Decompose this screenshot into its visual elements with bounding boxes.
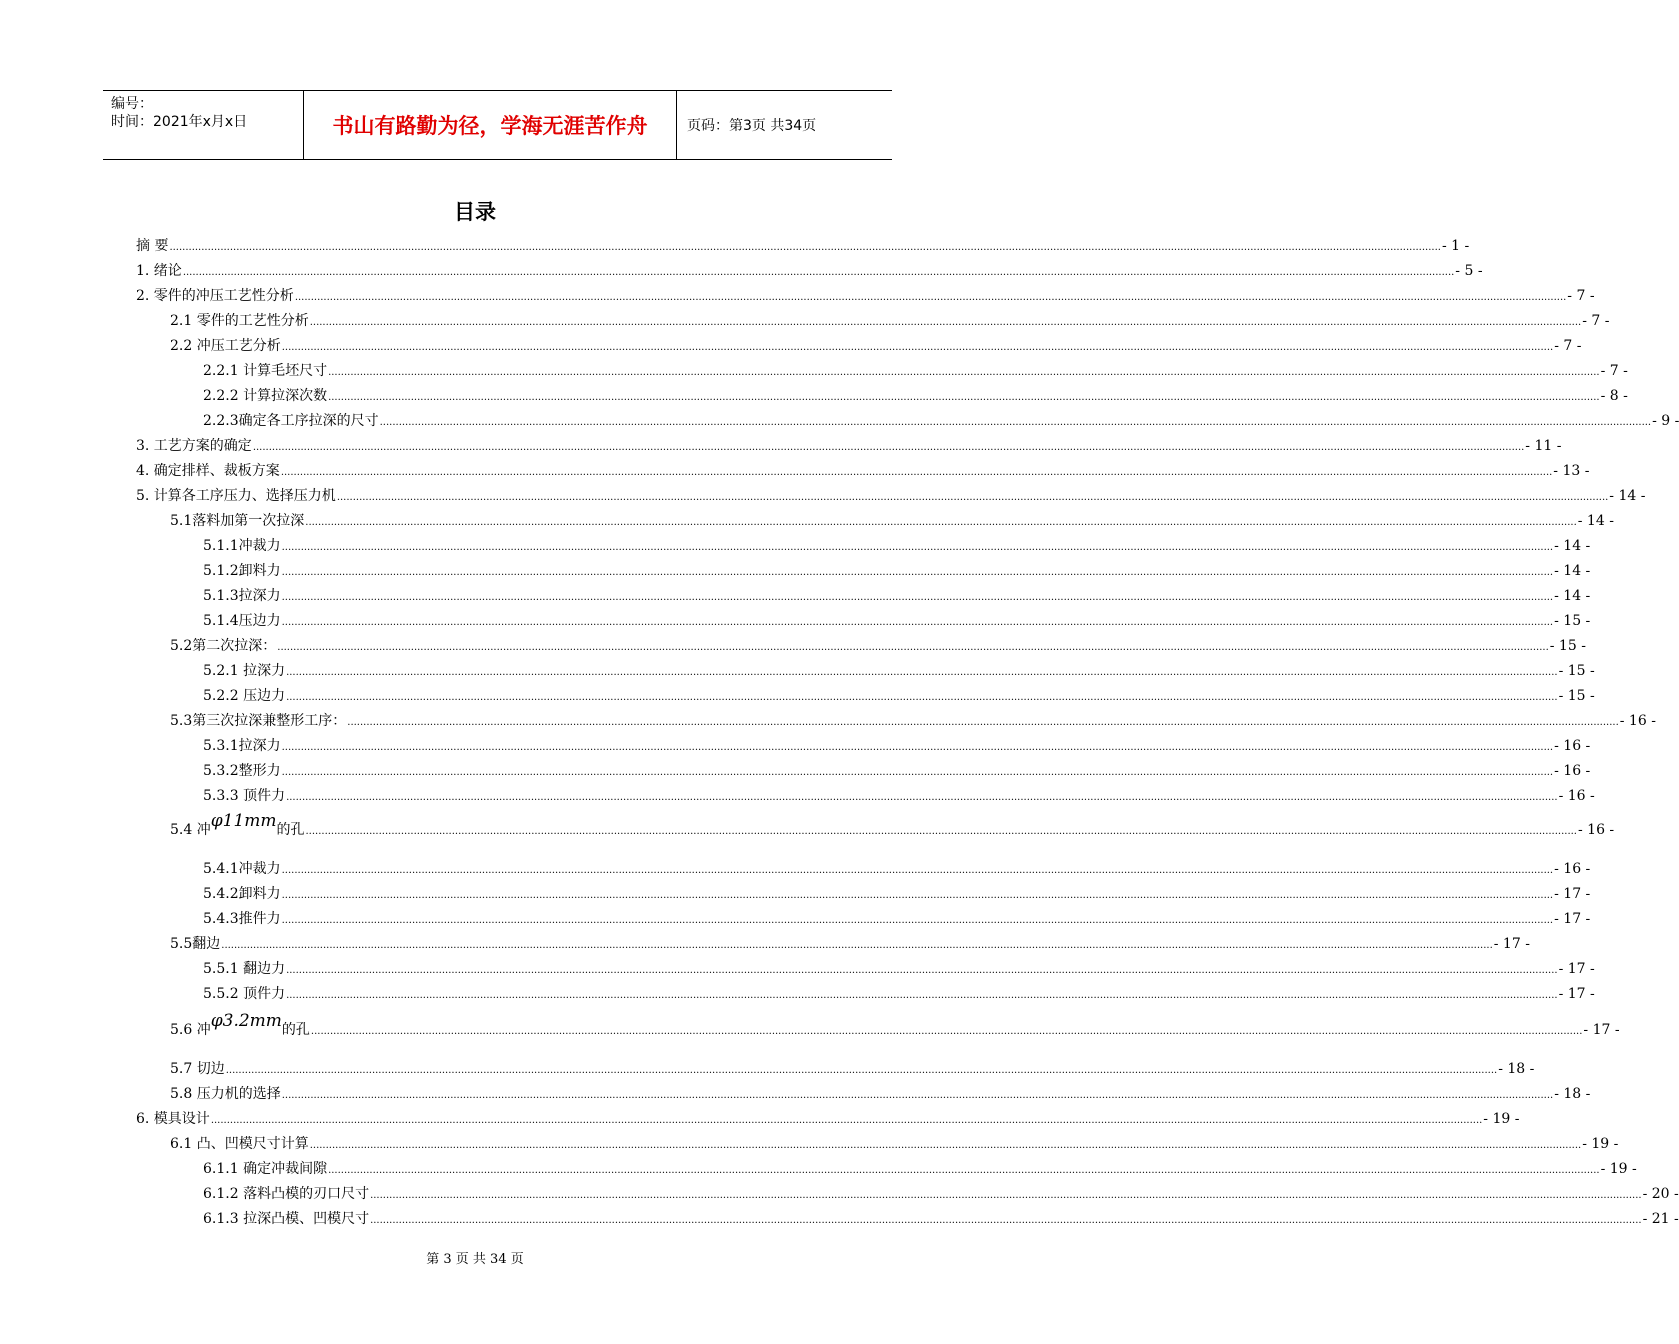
- toc-entry-label: 5.8 压力机的选择: [170, 1086, 281, 1102]
- toc-entry-label: 5.2.2 压边力: [203, 688, 286, 704]
- toc-entry-label: 6.1.2 落料凸模的刃口尺寸: [203, 1186, 370, 1202]
- toc-entry-label: 5.1.3拉深力: [203, 588, 281, 604]
- toc-entry[interactable]: [203, 687, 1595, 705]
- toc-entry[interactable]: [203, 985, 1595, 1003]
- toc-entry-page: - 15 -: [1558, 663, 1595, 679]
- toc-entry-page: - 17 -: [1554, 886, 1591, 902]
- toc-entry[interactable]: [170, 935, 1530, 953]
- toc-entry-label: 5.7 切边: [170, 1061, 225, 1077]
- toc-entry-page: - 19 -: [1582, 1136, 1619, 1152]
- toc-leader-dots: ................................................................................................................................................................................................................................................................................................................................................................................................................: [281, 617, 1554, 628]
- toc-leader-dots: ................................................................................................................................................................................................................................................................................................................................................................................................................: [281, 1090, 1554, 1101]
- toc-leader-dots: ................................................................................................................................................................................................................................................................................................................................................................................................................: [280, 467, 1553, 478]
- toc-entry-page: - 16 -: [1619, 713, 1656, 729]
- toc-title: 目录: [454, 200, 496, 224]
- toc-entry[interactable]: [203, 910, 1591, 928]
- toc-entry-label: 摘 要: [136, 238, 169, 254]
- toc-entry-page: - 17 -: [1558, 986, 1595, 1002]
- toc-entry-page: - 14 -: [1554, 563, 1591, 579]
- toc-entry-label: 5.3.1拉深力: [203, 738, 281, 754]
- toc-entry[interactable]: [170, 1085, 1591, 1103]
- header-meta: [103, 91, 303, 159]
- toc-leader-dots: ................................................................................................................................................................................................................................................................................................................................................................................................................: [286, 692, 1558, 703]
- toc-entry-label: 5. 计算各工序压力、选择压力机: [136, 488, 336, 504]
- toc-entry-label: 5.4.2卸料力: [203, 886, 281, 902]
- toc-entry-page: - 16 -: [1554, 738, 1591, 754]
- toc-entry-page: - 16 -: [1577, 822, 1615, 838]
- toc-entry-label: 3. 工艺方案的确定: [136, 438, 252, 454]
- toc-entry-label: 6.1 凸、凹模尺寸计算: [170, 1136, 309, 1152]
- toc-entry-label: 5.4.1冲裁力: [203, 861, 281, 877]
- toc-entry-page: - 14 -: [1577, 513, 1614, 529]
- toc-entry-page: - 17 -: [1493, 936, 1530, 952]
- toc-leader-dots: ................................................................................................................................................................................................................................................................................................................................................................................................................: [286, 667, 1558, 678]
- toc-entry[interactable]: [203, 362, 1628, 380]
- toc-entry-label: 2.2 冲压工艺分析: [170, 338, 281, 354]
- toc-leader-dots: ................................................................................................................................................................................................................................................................................................................................................................................................................: [310, 1026, 1583, 1037]
- toc-entry[interactable]: [203, 960, 1595, 978]
- toc-leader-dots: ................................................................................................................................................................................................................................................................................................................................................................................................................: [281, 767, 1554, 778]
- toc-entry-page: - 18 -: [1498, 1061, 1535, 1077]
- toc-leader-dots: ................................................................................................................................................................................................................................................................................................................................................................................................................: [328, 367, 1600, 378]
- toc-entry[interactable]: [136, 462, 1590, 480]
- toc-entry[interactable]: [170, 1135, 1619, 1153]
- toc-entry-page: - 13 -: [1553, 463, 1590, 479]
- toc-entry-label: 5.4.3推件力: [203, 911, 281, 927]
- toc-leader-dots: ................................................................................................................................................................................................................................................................................................................................................................................................................: [281, 542, 1554, 553]
- toc-leader-dots: ................................................................................................................................................................................................................................................................................................................................................................................................................: [169, 242, 1441, 253]
- page-footer: 第 3 页 共 34 页: [426, 1252, 524, 1267]
- toc-entry-page: - 5 -: [1455, 263, 1483, 279]
- toc-entry-page: - 19 -: [1483, 1111, 1520, 1127]
- toc-entry-page: - 16 -: [1558, 788, 1595, 804]
- toc-entry[interactable]: [136, 437, 1562, 455]
- page-header: [103, 90, 892, 160]
- toc-entry-label: 4. 确定排样、裁板方案: [136, 463, 280, 479]
- toc-entry-page: - 21 -: [1642, 1211, 1679, 1227]
- toc-entry-page: - 14 -: [1554, 538, 1591, 554]
- toc-entry[interactable]: [203, 1160, 1637, 1178]
- toc-entry-label: 5.1.4压边力: [203, 613, 281, 629]
- toc-entry-label: 5.3.2整形力: [203, 763, 281, 779]
- toc-entry-page: - 16 -: [1554, 763, 1591, 779]
- toc-leader-dots: ................................................................................................................................................................................................................................................................................................................................................................................................................: [281, 592, 1554, 603]
- toc-leader-dots: ................................................................................................................................................................................................................................................................................................................................................................................................................: [294, 292, 1567, 303]
- toc-entry-page: - 11 -: [1525, 438, 1562, 454]
- toc-entry-label: 5.3.3 顶件力: [203, 788, 286, 804]
- toc-entry-page: - 8 -: [1600, 388, 1628, 404]
- toc-entry-math: φ11mm: [210, 811, 277, 831]
- toc-entry-label: 2. 零件的冲压工艺性分析: [136, 288, 294, 304]
- toc-entry[interactable]: [203, 1185, 1679, 1203]
- toc-entry[interactable]: [203, 762, 1591, 780]
- toc-entry[interactable]: [203, 662, 1595, 680]
- toc-leader-dots: ................................................................................................................................................................................................................................................................................................................................................................................................................: [281, 567, 1554, 578]
- toc-entry-label: 5.5.1 翻边力: [203, 961, 286, 977]
- toc-entry-page: - 15 -: [1549, 638, 1586, 654]
- toc-leader-dots: ................................................................................................................................................................................................................................................................................................................................................................................................................: [281, 742, 1554, 753]
- toc-entry-page: - 14 -: [1554, 588, 1591, 604]
- toc-leader-dots: ................................................................................................................................................................................................................................................................................................................................................................................................................: [305, 826, 1577, 837]
- toc-entry[interactable]: [203, 737, 1591, 755]
- toc-leader-dots: ................................................................................................................................................................................................................................................................................................................................................................................................................: [309, 1140, 1582, 1151]
- toc-entry-label: 5.1.1冲裁力: [203, 538, 281, 554]
- toc-entry[interactable]: [136, 487, 1646, 505]
- toc-leader-dots: ................................................................................................................................................................................................................................................................................................................................................................................................................: [281, 342, 1554, 353]
- toc-leader-dots: ................................................................................................................................................................................................................................................................................................................................................................................................................: [370, 1190, 1642, 1201]
- toc-leader-dots: ................................................................................................................................................................................................................................................................................................................................................................................................................: [305, 517, 1577, 528]
- toc-entry[interactable]: [170, 712, 1656, 730]
- toc-entry-label: 6.1.3 拉深凸模、凹模尺寸: [203, 1211, 370, 1227]
- toc-leader-dots: ................................................................................................................................................................................................................................................................................................................................................................................................................: [281, 865, 1554, 876]
- toc-entry-page: - 7 -: [1600, 363, 1628, 379]
- toc-entry[interactable]: [170, 512, 1614, 530]
- toc-entry[interactable]: [203, 537, 1591, 555]
- toc-entry[interactable]: [170, 337, 1582, 355]
- toc-leader-dots: ................................................................................................................................................................................................................................................................................................................................................................................................................: [182, 267, 1455, 278]
- toc-entry-label: 5.1落料加第一次拉深: [170, 513, 305, 529]
- toc-entry-label: [170, 1011, 310, 1039]
- toc-entry-page: - 9 -: [1652, 413, 1679, 429]
- toc-entry-label-prefix: 5.6 冲: [170, 1022, 211, 1038]
- toc-leader-dots: ................................................................................................................................................................................................................................................................................................................................................................................................................: [210, 1115, 1483, 1126]
- toc-entry-page: - 18 -: [1554, 1086, 1591, 1102]
- toc-entry-page: - 16 -: [1554, 861, 1591, 877]
- toc-entry[interactable]: [203, 387, 1628, 405]
- toc-entry[interactable]: [170, 1060, 1535, 1078]
- toc-entry[interactable]: [203, 587, 1591, 605]
- toc-leader-dots: ................................................................................................................................................................................................................................................................................................................................................................................................................: [309, 317, 1582, 328]
- toc-entry[interactable]: [136, 237, 1470, 255]
- toc-entry-label: 2.1 零件的工艺性分析: [170, 313, 309, 329]
- toc-entry[interactable]: [136, 262, 1483, 280]
- toc-entry-label: 5.5.2 顶件力: [203, 986, 286, 1002]
- toc-leader-dots: ................................................................................................................................................................................................................................................................................................................................................................................................................: [328, 1165, 1600, 1176]
- toc-entry-label: 2.2.1 计算毛坯尺寸: [203, 363, 328, 379]
- toc-entry[interactable]: [170, 312, 1610, 330]
- toc-leader-dots: ................................................................................................................................................................................................................................................................................................................................................................................................................: [379, 417, 1652, 428]
- toc-entry[interactable]: [203, 612, 1591, 630]
- toc-leader-dots: ................................................................................................................................................................................................................................................................................................................................................................................................................: [328, 392, 1600, 403]
- toc-entry-label: 6.1.1 确定冲裁间隙: [203, 1161, 328, 1177]
- toc-entry[interactable]: [203, 787, 1595, 805]
- toc-entry[interactable]: [136, 1110, 1520, 1128]
- toc-leader-dots: ................................................................................................................................................................................................................................................................................................................................................................................................................: [281, 890, 1554, 901]
- toc-leader-dots: ................................................................................................................................................................................................................................................................................................................................................................................................................: [221, 940, 1493, 951]
- toc-entry-page: - 7 -: [1582, 313, 1610, 329]
- toc-entry-page: - 17 -: [1554, 911, 1591, 927]
- toc-entry-page: - 1 -: [1441, 238, 1470, 254]
- toc-entry-label: 1. 绪论: [136, 263, 182, 279]
- toc-entry-label: 6. 模具设计: [136, 1111, 210, 1127]
- toc-entry-page: - 15 -: [1558, 688, 1595, 704]
- toc-entry-label: 2.2.3确定各工序拉深的尺寸: [203, 413, 379, 429]
- toc-leader-dots: ................................................................................................................................................................................................................................................................................................................................................................................................................: [286, 965, 1558, 976]
- toc-entry-page: - 19 -: [1600, 1161, 1637, 1177]
- toc-entry-label: 5.2第二次拉深：: [170, 638, 277, 654]
- toc-leader-dots: ................................................................................................................................................................................................................................................................................................................................................................................................................: [252, 442, 1525, 453]
- toc-leader-dots: ................................................................................................................................................................................................................................................................................................................................................................................................................: [225, 1065, 1498, 1076]
- toc-entry[interactable]: [203, 1210, 1679, 1228]
- toc-entry[interactable]: [170, 637, 1586, 655]
- toc-leader-dots: ................................................................................................................................................................................................................................................................................................................................................................................................................: [336, 492, 1609, 503]
- toc-entry-page: - 14 -: [1609, 488, 1646, 504]
- toc-entry-page: - 7 -: [1554, 338, 1582, 354]
- toc-entry-label: [170, 811, 305, 839]
- toc-entry-label-suffix: 的孔: [281, 1022, 310, 1038]
- header-page-info: 页码：第3页 共34页: [687, 118, 817, 134]
- toc-leader-dots: ................................................................................................................................................................................................................................................................................................................................................................................................................: [277, 642, 1549, 653]
- toc-entry[interactable]: [170, 1011, 1620, 1039]
- toc-leader-dots: ................................................................................................................................................................................................................................................................................................................................................................................................................: [281, 915, 1554, 926]
- toc-entry[interactable]: [203, 860, 1591, 878]
- toc-leader-dots: ................................................................................................................................................................................................................................................................................................................................................................................................................: [347, 717, 1619, 728]
- toc-leader-dots: ................................................................................................................................................................................................................................................................................................................................................................................................................: [370, 1215, 1642, 1226]
- toc-entry[interactable]: [170, 811, 1615, 839]
- toc-entry-label: 5.2.1 拉深力: [203, 663, 286, 679]
- toc-entry-page: - 17 -: [1583, 1022, 1620, 1038]
- toc-entry-math: φ3.2mm: [210, 1011, 282, 1031]
- document-time: 时间：2021年x月x日: [111, 114, 248, 130]
- toc-entry[interactable]: [203, 412, 1679, 430]
- toc-entry-label: 5.5翻边: [170, 936, 221, 952]
- toc-entry-page: - 17 -: [1558, 961, 1595, 977]
- toc-entry[interactable]: [136, 287, 1595, 305]
- toc-entry-page: - 15 -: [1554, 613, 1591, 629]
- header-motto: 书山有路勤为径，学海无涯苦作舟: [303, 91, 677, 159]
- toc-entry-label: 5.1.2卸料力: [203, 563, 281, 579]
- toc-entry-label-prefix: 5.4 冲: [170, 822, 211, 838]
- toc-entry-label: 5.3第三次拉深兼整形工序：: [170, 713, 347, 729]
- toc-leader-dots: ................................................................................................................................................................................................................................................................................................................................................................................................................: [286, 990, 1558, 1001]
- toc-entry-page: - 7 -: [1567, 288, 1595, 304]
- toc-entry-label-suffix: 的孔: [276, 822, 305, 838]
- toc-entry[interactable]: [203, 885, 1591, 903]
- toc-entry[interactable]: [203, 562, 1591, 580]
- document-number-label: 编号：: [111, 96, 153, 112]
- toc-entry-page: - 20 -: [1642, 1186, 1679, 1202]
- toc-leader-dots: ................................................................................................................................................................................................................................................................................................................................................................................................................: [286, 792, 1558, 803]
- toc-entry-label: 2.2.2 计算拉深次数: [203, 388, 328, 404]
